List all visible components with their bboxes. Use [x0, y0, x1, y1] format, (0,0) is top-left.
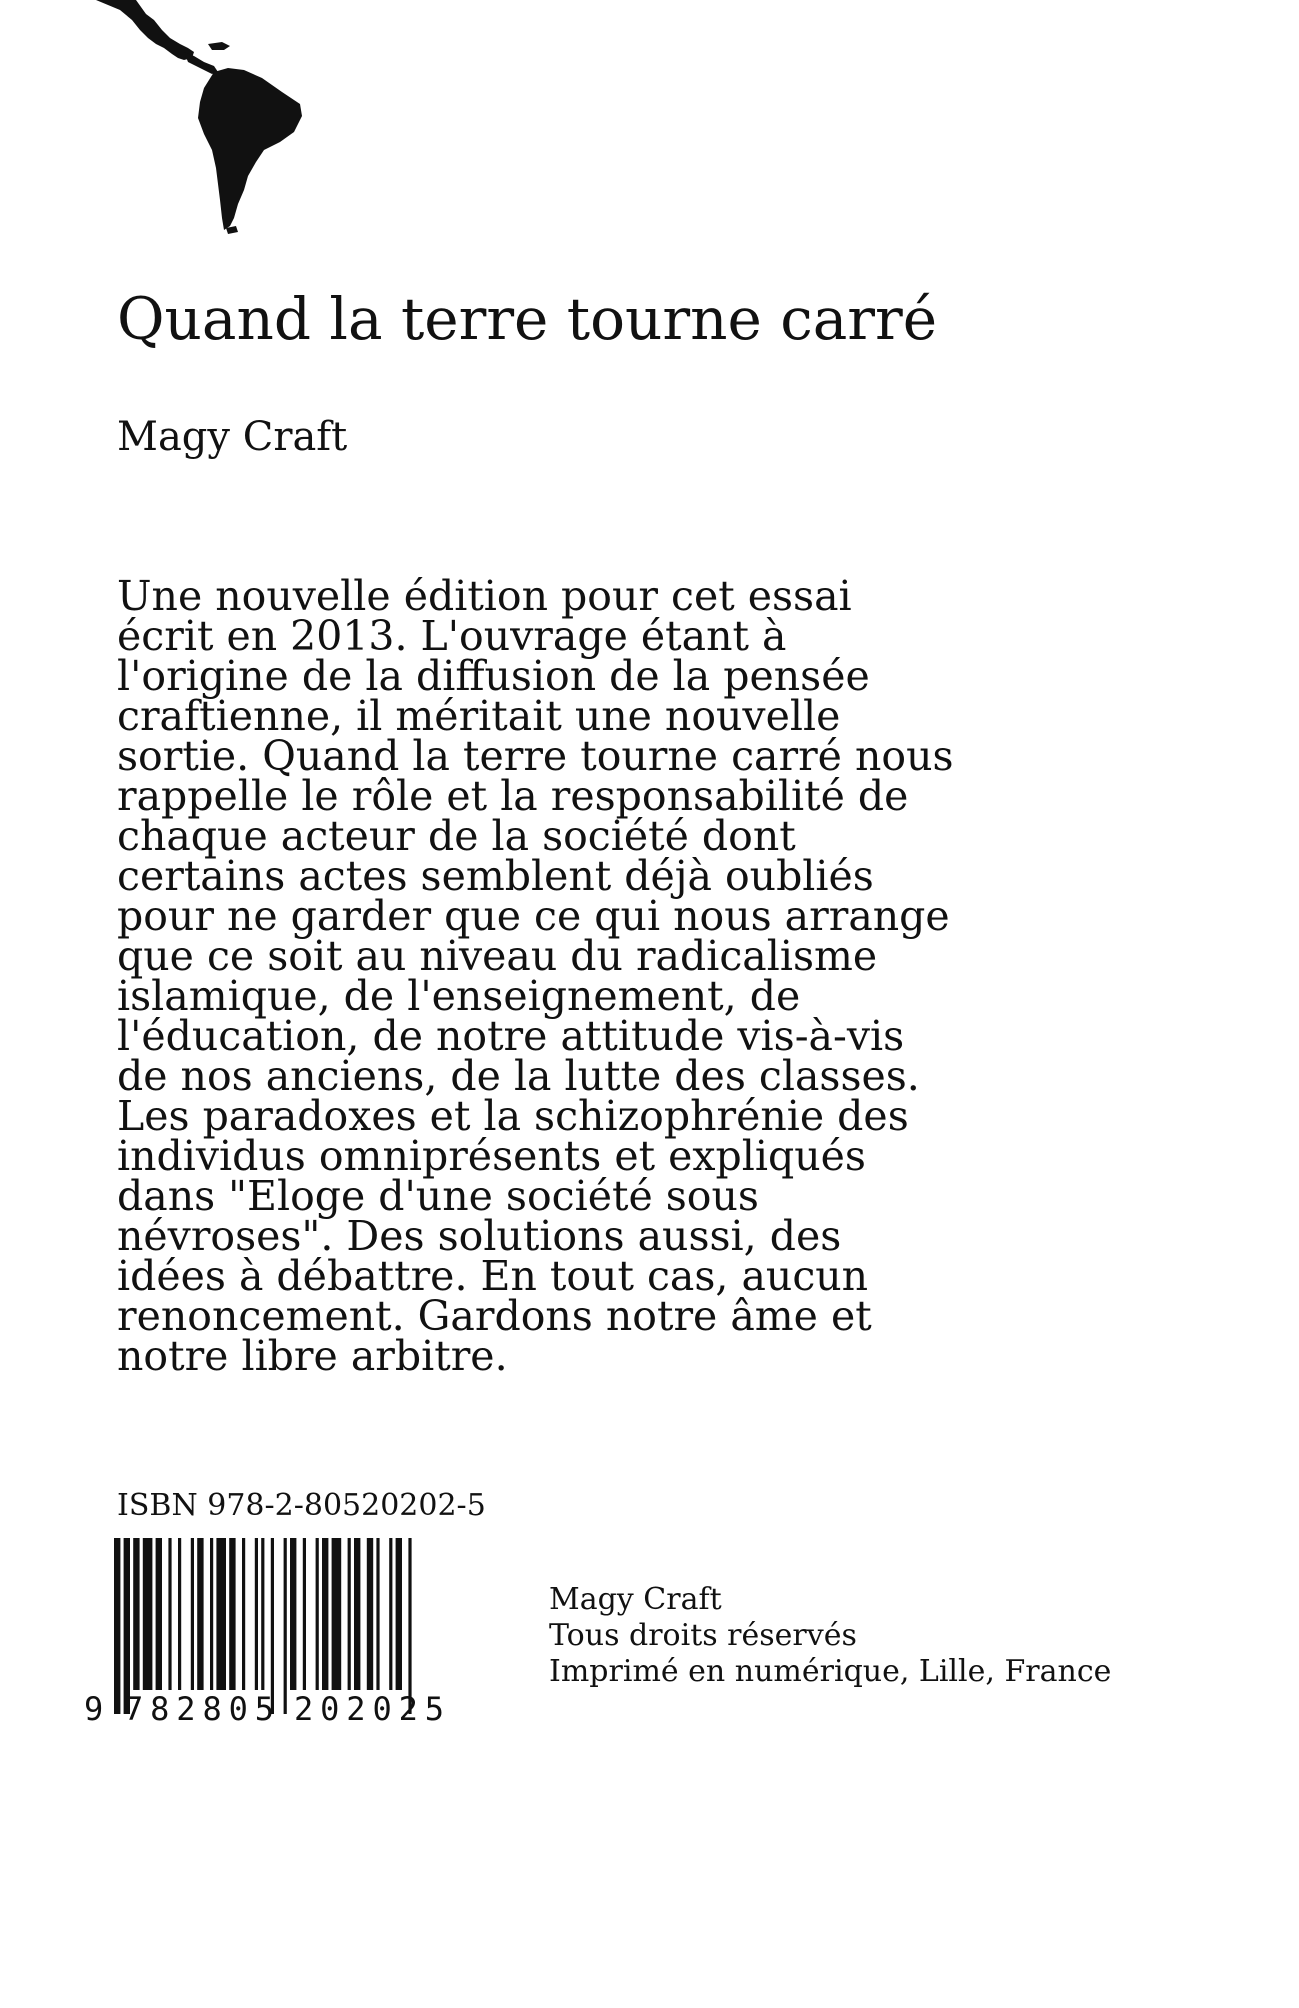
- credits-rights: Tous droits réservés: [549, 1618, 857, 1653]
- isbn-label: ISBN 978-2-80520202-5: [117, 1488, 486, 1523]
- book-title: Quand la terre tourne carré: [117, 285, 938, 353]
- credits-block: [549, 1582, 1111, 1690]
- barcode-bar: [156, 1538, 162, 1690]
- central-america-shape: [184, 52, 218, 74]
- barcode-bar: [389, 1538, 392, 1690]
- barcode-bar: [133, 1538, 139, 1690]
- barcode-bar: [332, 1538, 342, 1690]
- americas-map-illustration: [96, 0, 336, 240]
- barcode-bar: [271, 1538, 274, 1714]
- barcode-bar: [290, 1538, 296, 1690]
- barcode-bar: [255, 1538, 258, 1690]
- barcode-bar: [261, 1538, 264, 1690]
- barcode-bar: [354, 1538, 360, 1690]
- barcode-bar: [322, 1538, 328, 1690]
- barcode-digits-left: 782805: [124, 1690, 274, 1724]
- barcode-bar: [242, 1538, 245, 1690]
- barcode-bar: [348, 1538, 351, 1690]
- barcode-bars: [114, 1538, 412, 1714]
- barcode-digits-right: 202025: [294, 1690, 444, 1724]
- barcode-bar: [210, 1538, 213, 1690]
- south-america-shape: [198, 68, 302, 230]
- book-author: Magy Craft: [117, 414, 348, 460]
- barcode-bar: [191, 1538, 194, 1690]
- credits-printed: Imprimé en numérique, Lille, France: [549, 1654, 1112, 1689]
- barcode-bar: [197, 1538, 203, 1690]
- barcode-bar: [376, 1538, 379, 1690]
- barcode-bar: [229, 1538, 235, 1690]
- barcode-bar: [143, 1538, 153, 1690]
- barcode-bar: [316, 1538, 319, 1690]
- credits-publisher: Magy Craft: [549, 1582, 722, 1617]
- barcode-bar: [303, 1538, 306, 1690]
- barcode-bar: [216, 1538, 226, 1690]
- isbn-barcode: [76, 1534, 490, 1724]
- barcode-bar: [178, 1538, 181, 1690]
- barcode-bar: [168, 1538, 171, 1690]
- barcode-bar: [284, 1538, 287, 1714]
- barcode-bar: [408, 1538, 411, 1714]
- caribbean-islands-shape: [208, 42, 230, 50]
- barcode-bar: [114, 1538, 120, 1714]
- barcode-bar: [396, 1538, 402, 1690]
- book-blurb: Une nouvelle édition pour cet essai écrit en 2013. L'ouvrage étant à l'origine de la diffusion de la pensée craftienne, il méritait une nouvelle sortie. Quand la terre tourne carré nous rappelle le rôle et la responsabilité de chaque acteur de la société dont certains actes semblent déjà oubliés pour ne garder que ce qui nous arrange que ce soit au niveau du radicalisme islamique, de l'enseignement, de l'éducation, de notre attitude vis-à-vis de nos anciens, de la lutte des classes. Les paradoxes et la schizophrénie des individus omniprésents et expliqués dans "Eloge d'une société sous névroses". Des solutions aussi, des idées à débattre. En tout cas, aucun renoncement. Gardons notre âme et notre libre arbitre.: [117, 572, 954, 1380]
- barcode-digit-first: 9: [84, 1690, 104, 1724]
- north-america-shape: [96, 0, 194, 60]
- barcode-bar: [124, 1538, 130, 1714]
- barcode-bar: [367, 1538, 373, 1690]
